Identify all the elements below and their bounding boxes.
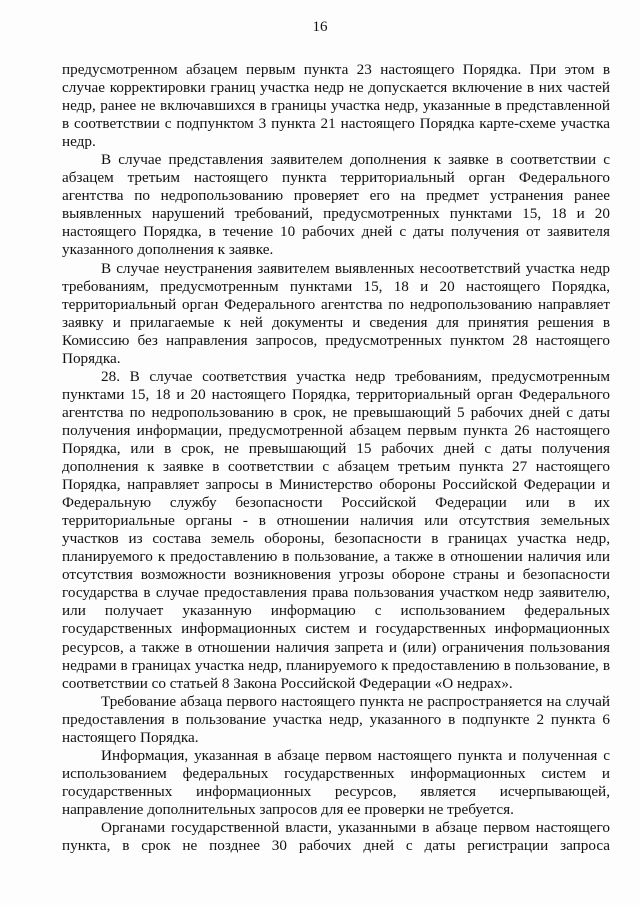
paragraph-continuation: предусмотренном абзацем первым пункта 23 настоящего Порядка. При этом в случае корректировки границ участка недр не допускается включение в них частей недр, ранее не включавшихся в границы участка недр, указанные в представленной в соответствии с подпунктом 3 пункта 21 настоящего Порядка карте-схеме участка недр. [62,61,610,151]
document-body [62,61,610,855]
paragraph-item-28: 28. В случае соответствия участка недр требованиям, предусмотренным пунктами 15, 18 и 20 настоящего Порядка, территориальный орган Федерального агентства по недропользованию в срок, не превышающий 5 рабочих дней с даты получения информации, предусмотренной абзацем первым пункта 26 настоящего Порядка, или в срок, не превышающий 15 рабочих дней с даты получения дополнения к заявке в соответствии с абзацем третьим пункта 27 настоящего Порядка, направляет запросы в Министерство обороны Российской Федерации и Федеральную службу безопасности Российской Федерации или в их территориальные органы - в отношении наличия или отсутствия земельных участков из состава земель обороны, безопасности в границах участка недр, планируемого к предоставлению в пользование, а также в отношении наличия или отсутствия возможности возникновения угрозы обороне страны и безопасности государства в случае предоставления права пользования участком недр заявителю, или получает указанную информацию с использованием федеральных государственных информационных систем и государственных информационных ресурсов, а также в отношении наличия запрета и (или) ограничения пользования недрами в границах участка недр, планируемого к предоставлению в пользование, в соответствии со статьей 8 Закона Российской Федерации «О недрах». [62,367,610,692]
paragraph-requirement-exception: Требование абзаца первого настоящего пункта не распространяется на случай предоставления в пользование участка недр, указанного в подпункте 2 пункта 6 настоящего Порядка. [62,692,610,746]
paragraph-supplement-check: В случае представления заявителем дополнения к заявке в соответствии с абзацем третьим настоящего пункта территориальный орган Федерального агентства по недропользованию проверяет его на предмет устранения ранее выявленных нарушений требований, предусмотренных пунктами 15, 18 и 20 настоящего Порядка, в течение 10 рабочих дней с даты получения от заявителя указанного дополнения к заявке. [62,151,610,259]
paragraph-authorities-deadline: Органами государственной власти, указанными в абзаце первом настоящего пункта, в срок не позднее 30 рабочих дней с даты регистрации запроса [62,818,610,855]
paragraph-information-exhaustive: Информация, указанная в абзаце первом настоящего пункта и полученная с использованием федеральных государственных информационных систем и государственных информационных ресурсов, является исчерпывающей, направление дополнительных запросов для ее проверки не требуется. [62,746,610,818]
paragraph-non-elimination: В случае неустранения заявителем выявленных несоответствий участка недр требованиям, предусмотренным пунктами 15, 18 и 20 настоящего Порядка, территориальный орган Федерального агентства по недропользованию направляет заявку и прилагаемые к ней документы и сведения для принятия решения в Комиссию без направления запросов, предусмотренных пунктом 28 настоящего Порядка. [62,259,610,367]
page-number: 16 [312,19,328,35]
